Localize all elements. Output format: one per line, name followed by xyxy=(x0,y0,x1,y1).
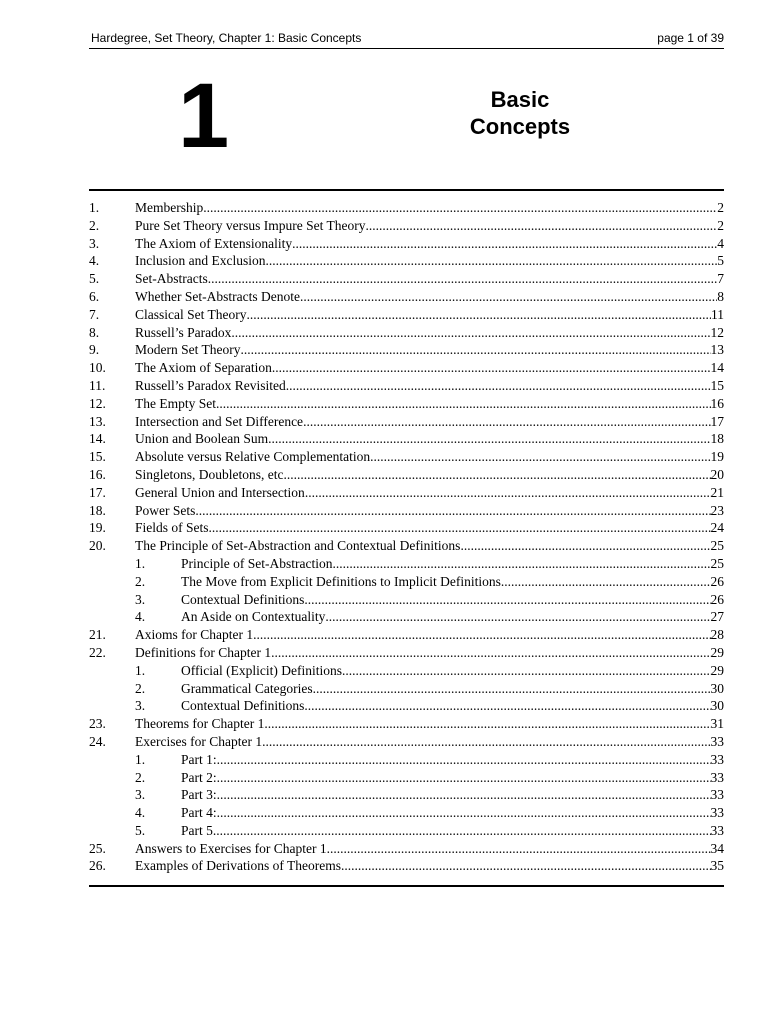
toc-entry-line xyxy=(135,288,724,306)
toc-entry-page: 30 xyxy=(710,680,724,696)
toc-dot-leader xyxy=(292,235,717,253)
toc-entry-title: Intersection and Set Difference xyxy=(135,413,304,429)
toc-dot-leader xyxy=(327,840,711,858)
toc-entry-page: 20 xyxy=(710,466,724,482)
toc-subentry[interactable] xyxy=(89,822,724,840)
toc-entry-line xyxy=(181,662,724,680)
toc-entry-line xyxy=(181,680,724,698)
toc-dot-leader xyxy=(313,680,711,698)
toc-dot-leader xyxy=(460,537,710,555)
toc-dot-leader xyxy=(305,484,711,502)
toc-dot-leader xyxy=(365,217,717,235)
toc-dot-leader xyxy=(246,306,711,324)
toc-subentry[interactable] xyxy=(89,751,724,769)
toc-entry-number: 12. xyxy=(89,395,106,411)
toc-entry-title: General Union and Intersection xyxy=(135,484,305,500)
toc-dot-leader xyxy=(240,341,710,359)
toc-entry-title: Part 4: xyxy=(181,805,217,821)
toc-entry-page: 2 xyxy=(717,200,724,215)
toc-dot-leader xyxy=(332,555,710,573)
toc-subentry[interactable] xyxy=(89,591,724,609)
toc-entry-number: 3. xyxy=(89,235,100,251)
toc-entry-title: Russell’s Paradox xyxy=(135,324,232,340)
toc-dot-leader xyxy=(262,733,710,751)
toc-entry-title: Answers to Exercises for Chapter 1 xyxy=(135,840,327,856)
toc-entry-line xyxy=(135,217,724,235)
toc-entry-line xyxy=(181,573,724,591)
toc-entry-page: 28 xyxy=(710,627,724,643)
toc-entry-page: 33 xyxy=(710,769,724,785)
toc-dot-leader xyxy=(203,199,717,217)
toc-dot-leader xyxy=(217,751,711,769)
toc-entry-title: Part 5. xyxy=(181,822,217,838)
toc-entry[interactable] xyxy=(89,359,724,377)
toc-entry-number: 1. xyxy=(135,751,146,767)
toc-entry-page: 18 xyxy=(710,431,724,447)
toc-entry-line xyxy=(135,466,724,484)
toc-entry-title: The Move from Explicit Definitions to Implicit Definitions xyxy=(181,573,501,589)
toc-entry[interactable] xyxy=(89,252,724,270)
toc-entry-number: 3. xyxy=(135,698,146,714)
toc-entry-title: Theorems for Chapter 1 xyxy=(135,716,265,732)
toc-entry[interactable] xyxy=(89,324,724,342)
toc-entry-page: 11 xyxy=(711,306,724,322)
toc-dot-leader xyxy=(268,430,710,448)
toc-entry-title: Contextual Definitions xyxy=(181,698,305,714)
toc-entry-line xyxy=(135,270,724,288)
toc-entry-number: 11. xyxy=(89,377,106,393)
toc-entry-number: 19. xyxy=(89,520,106,536)
toc-entry-line xyxy=(135,502,724,520)
toc-entry-line xyxy=(181,591,724,609)
toc-entry-number: 15. xyxy=(89,449,106,465)
toc-entry-title: Part 1: xyxy=(181,751,217,767)
toc-entry-page: 29 xyxy=(710,644,724,660)
toc-dot-leader xyxy=(217,769,711,787)
toc-entry-page: 8 xyxy=(717,288,724,304)
toc-subentry[interactable] xyxy=(89,697,724,715)
toc-entry-number: 23. xyxy=(89,716,106,732)
toc-entry-line xyxy=(135,626,724,644)
chapter-title xyxy=(420,86,620,140)
toc-dot-leader xyxy=(231,324,710,342)
toc-entry-title: Singletons, Doubletons, etc xyxy=(135,466,284,482)
toc-dot-leader xyxy=(342,662,711,680)
toc-entry-number: 25. xyxy=(89,840,106,856)
toc-entry-title: Membership xyxy=(135,200,204,215)
toc-entry-title: Part 3: xyxy=(181,787,217,803)
toc-entry[interactable] xyxy=(89,395,724,413)
toc-dot-leader xyxy=(208,270,718,288)
toc-entry-title: Official (Explicit) Definitions xyxy=(181,662,342,678)
toc-entry-line xyxy=(135,395,724,413)
toc-entry-number: 10. xyxy=(89,360,106,376)
toc-entry-number: 2. xyxy=(89,217,100,233)
toc-entry-number: 1. xyxy=(135,662,146,678)
toc-entry-page: 33 xyxy=(710,733,724,749)
toc-entry[interactable] xyxy=(89,413,724,431)
toc-entry-line xyxy=(135,430,724,448)
toc-entry-number: 22. xyxy=(89,644,106,660)
toc-entry[interactable] xyxy=(89,537,724,555)
toc-entry-page: 23 xyxy=(710,502,724,518)
toc-entry-number: 21. xyxy=(89,627,106,643)
toc-subentry[interactable] xyxy=(89,680,724,698)
toc-dot-leader xyxy=(209,519,711,537)
toc-entry-page: 26 xyxy=(710,573,724,589)
toc-entry-title: Examples of Derivations of Theorems xyxy=(135,858,341,874)
toc-entry-page: 12 xyxy=(710,324,724,340)
toc-entry-title: The Axiom of Separation xyxy=(135,360,272,376)
toc-dot-leader xyxy=(272,359,711,377)
toc-entry-title: Exercises for Chapter 1 xyxy=(135,733,263,749)
toc-entry-page: 35 xyxy=(710,858,724,874)
toc-entry-line xyxy=(135,644,724,662)
toc-entry-number: 8. xyxy=(89,324,100,340)
toc-entry-title: Grammatical Categories xyxy=(181,680,313,696)
toc-entry-line xyxy=(135,857,724,875)
toc-entry[interactable] xyxy=(89,466,724,484)
toc-entry-title: Absolute versus Relative Complementation xyxy=(135,449,371,465)
toc-entry[interactable] xyxy=(89,217,724,235)
toc-entry[interactable] xyxy=(89,270,724,288)
toc-dot-leader xyxy=(216,395,711,413)
toc-entry[interactable] xyxy=(89,377,724,395)
toc-entry-line xyxy=(181,697,724,715)
toc-entry-page: 2 xyxy=(717,217,724,233)
toc-entry-title: Part 2: xyxy=(181,769,217,785)
toc-entry-page: 33 xyxy=(710,787,724,803)
toc-entry-line xyxy=(135,341,724,359)
toc-entry-number: 26. xyxy=(89,858,106,874)
toc-entry-number: 3. xyxy=(135,787,146,803)
toc-entry-number: 24. xyxy=(89,733,106,749)
toc-dot-leader xyxy=(325,608,710,626)
toc-subentry[interactable] xyxy=(89,804,724,822)
chapter-number: 1 xyxy=(178,65,230,167)
toc-dot-leader xyxy=(501,573,711,591)
toc-entry-title: The Principle of Set-Abstraction and Contextual Definitions xyxy=(135,538,461,554)
toc-dot-leader xyxy=(253,626,710,644)
toc-entry[interactable] xyxy=(89,519,724,537)
toc-entry-number: 16. xyxy=(89,466,106,482)
toc-dot-leader xyxy=(300,288,717,306)
toc-entry-page: 19 xyxy=(710,449,724,465)
toc-entry[interactable] xyxy=(89,733,724,751)
toc-entry-title: An Aside on Contextuality xyxy=(181,609,326,625)
toc-entry-page: 33 xyxy=(710,805,724,821)
toc-top-rule xyxy=(89,189,724,191)
toc-entry-line xyxy=(135,306,724,324)
toc-dot-leader xyxy=(265,252,717,270)
toc-dot-leader xyxy=(217,804,711,822)
toc-entry-line xyxy=(135,537,724,555)
toc-entry-line xyxy=(135,199,724,217)
toc-entry-line xyxy=(135,840,724,858)
toc-entry[interactable] xyxy=(89,502,724,520)
toc-entry-title: Axioms for Chapter 1 xyxy=(135,627,254,643)
toc-entry-page: 30 xyxy=(710,698,724,714)
page-indicator: page 1 of 39 xyxy=(657,31,724,45)
toc-dot-leader xyxy=(216,822,710,840)
toc-entry-number: 1. xyxy=(89,200,100,215)
running-header-title: Hardegree, Set Theory, Chapter 1: Basic Concepts xyxy=(91,31,362,45)
toc-entry-page: 29 xyxy=(710,662,724,678)
toc-entry-title: Modern Set Theory xyxy=(135,342,241,358)
toc-entry-line xyxy=(135,733,724,751)
toc-entry-number: 14. xyxy=(89,431,106,447)
toc-entry-page: 4 xyxy=(717,235,724,251)
toc-entry-title: The Empty Set xyxy=(135,395,216,411)
toc-entry-number: 9. xyxy=(89,342,100,358)
toc-entry-title: Fields of Sets xyxy=(135,520,209,536)
toc-dot-leader xyxy=(195,502,710,520)
toc-entry-title: Whether Set-Abstracts Denote xyxy=(135,288,300,304)
toc-dot-leader xyxy=(284,466,711,484)
toc-entry-page: 24 xyxy=(710,520,724,536)
toc-subentry[interactable] xyxy=(89,786,724,804)
toc-entry-title: Pure Set Theory versus Impure Set Theory xyxy=(135,217,366,233)
toc-dot-leader xyxy=(341,857,711,875)
toc-subentry[interactable] xyxy=(89,608,724,626)
toc-subentry[interactable] xyxy=(89,573,724,591)
toc-entry-line xyxy=(181,822,724,840)
toc-entry-number: 7. xyxy=(89,306,100,322)
toc-entry[interactable] xyxy=(89,235,724,253)
toc-entry-number: 4. xyxy=(135,805,146,821)
toc-entry[interactable] xyxy=(89,306,724,324)
toc-entry-number: 3. xyxy=(135,591,146,607)
toc-dot-leader xyxy=(304,697,710,715)
toc-entry-line xyxy=(135,324,724,342)
toc-entry[interactable] xyxy=(89,644,724,662)
running-header xyxy=(89,28,724,48)
toc-entry[interactable] xyxy=(89,626,724,644)
toc-entry-page: 26 xyxy=(710,591,724,607)
toc-entry-page: 5 xyxy=(717,253,724,269)
toc-entry-line xyxy=(135,519,724,537)
toc-entry-number: 5. xyxy=(89,271,100,287)
toc-entry-number: 18. xyxy=(89,502,106,518)
toc-entry-page: 13 xyxy=(710,342,724,358)
toc-entry-number: 5. xyxy=(135,822,146,838)
toc-entry-number: 2. xyxy=(135,680,146,696)
toc-entry-line xyxy=(181,804,724,822)
toc-entry-number: 1. xyxy=(135,555,146,571)
toc-entry-title: The Axiom of Extensionality xyxy=(135,235,293,251)
header-divider xyxy=(89,48,724,49)
toc-dot-leader xyxy=(303,413,710,431)
toc-entry-title: Principle of Set-Abstraction xyxy=(181,555,333,571)
toc-entry-number: 4. xyxy=(135,609,146,625)
toc-entry-number: 4. xyxy=(89,253,100,269)
toc-entry-line xyxy=(181,751,724,769)
toc-entry-page: 15 xyxy=(710,377,724,393)
toc-entry-title: Union and Boolean Sum xyxy=(135,431,269,447)
toc-entry-line xyxy=(135,377,724,395)
toc-entry[interactable] xyxy=(89,448,724,466)
toc-dot-leader xyxy=(370,448,710,466)
toc-entry-number: 6. xyxy=(89,288,100,304)
toc-entry-number: 2. xyxy=(135,573,146,589)
toc-entry-page: 25 xyxy=(710,538,724,554)
toc-dot-leader xyxy=(264,715,710,733)
toc-entry[interactable] xyxy=(89,430,724,448)
toc-entry-page: 31 xyxy=(710,716,724,732)
toc-entry-line xyxy=(181,786,724,804)
table-of-contents xyxy=(89,199,724,875)
toc-entry-title: Power Sets xyxy=(135,502,196,518)
toc-entry-line xyxy=(135,484,724,502)
toc-entry[interactable] xyxy=(89,715,724,733)
chapter-title-line-1: Basic xyxy=(490,87,550,112)
toc-subentry[interactable] xyxy=(89,769,724,787)
toc-bottom-rule xyxy=(89,885,724,887)
toc-entry-title: Classical Set Theory xyxy=(135,306,247,322)
toc-entry-page: 27 xyxy=(710,609,724,625)
toc-subentry[interactable] xyxy=(89,555,724,573)
toc-entry-page: 33 xyxy=(710,751,724,767)
toc-entry[interactable] xyxy=(89,857,724,875)
toc-entry-line xyxy=(181,555,724,573)
toc-entry-line xyxy=(135,235,724,253)
toc-subentry[interactable] xyxy=(89,662,724,680)
toc-entry-line xyxy=(135,359,724,377)
toc-entry-line xyxy=(135,413,724,431)
toc-entry-page: 21 xyxy=(710,484,724,500)
toc-entry-line xyxy=(135,448,724,466)
toc-entry-line xyxy=(135,252,724,270)
toc-entry-page: 17 xyxy=(710,413,724,429)
toc-dot-leader xyxy=(271,644,710,662)
toc-entry-page: 25 xyxy=(710,555,724,571)
toc-entry-number: 2. xyxy=(135,769,146,785)
toc-entry-number: 20. xyxy=(89,538,106,554)
toc-entry-page: 33 xyxy=(710,822,724,838)
toc-entry[interactable] xyxy=(89,484,724,502)
toc-entry[interactable] xyxy=(89,840,724,858)
toc-entry-line xyxy=(181,608,724,626)
toc-entry-page: 34 xyxy=(710,840,724,856)
toc-dot-leader xyxy=(304,591,710,609)
toc-entry-title: Set-Abstracts xyxy=(135,271,208,287)
toc-entry-page: 16 xyxy=(710,395,724,411)
toc-entry[interactable] xyxy=(89,288,724,306)
toc-entry-page: 14 xyxy=(710,360,724,376)
toc-entry[interactable] xyxy=(89,341,724,359)
toc-entry-title: Inclusion and Exclusion xyxy=(135,253,266,269)
toc-entry-title: Contextual Definitions xyxy=(181,591,305,607)
toc-entry-title: Definitions for Chapter 1 xyxy=(135,644,272,660)
toc-entry-number: 13. xyxy=(89,413,106,429)
toc-entry[interactable] xyxy=(89,199,724,217)
toc-entry-number: 17. xyxy=(89,484,106,500)
toc-dot-leader xyxy=(217,786,711,804)
toc-entry-page: 7 xyxy=(717,271,724,287)
toc-entry-line xyxy=(181,769,724,787)
chapter-title-line-2: Concepts xyxy=(469,114,571,139)
toc-entry-title: Russell’s Paradox Revisited xyxy=(135,377,286,393)
toc-entry-line xyxy=(135,715,724,733)
toc-dot-leader xyxy=(286,377,711,395)
